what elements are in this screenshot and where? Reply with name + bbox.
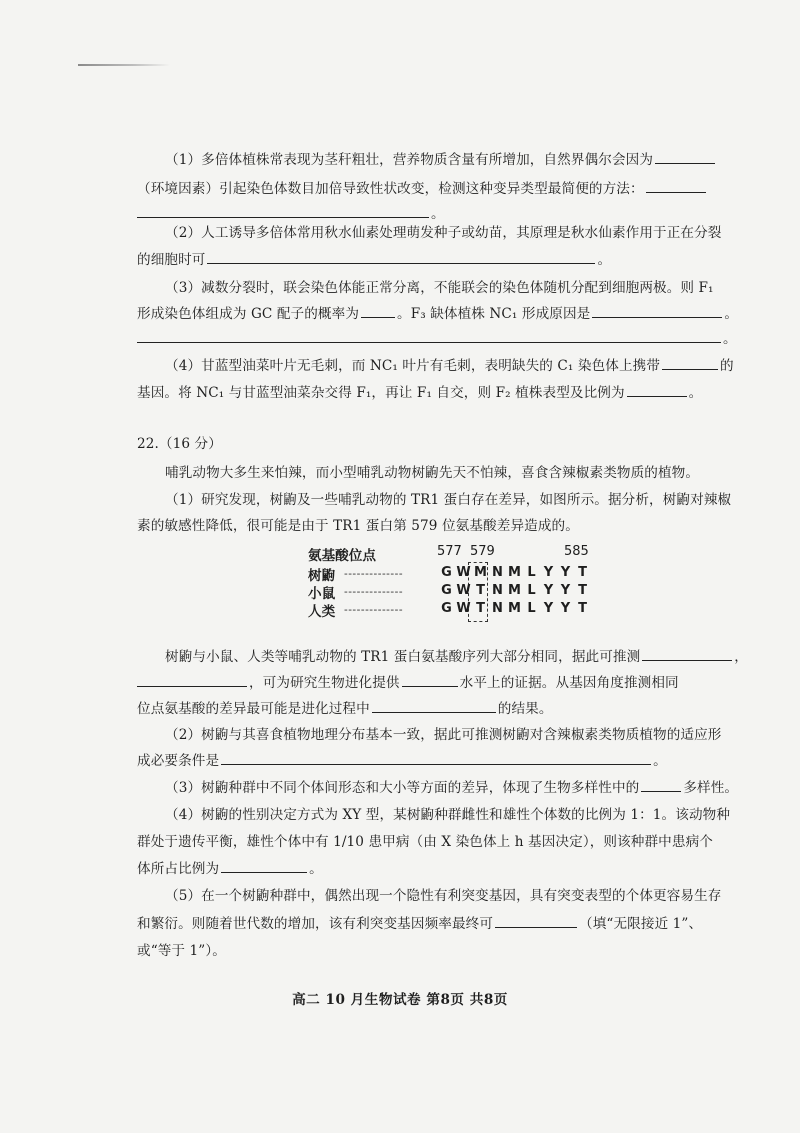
q22-p5-line3: 或“等于 1”）。 xyxy=(137,943,226,959)
residue: Y xyxy=(543,583,554,598)
q22-p1-line2: 素的敏感性降低，很可能是由于 TR1 蛋白第 579 位氨基酸差异造成的。 xyxy=(137,518,579,534)
q21-p2-line1: （2）人工诱导多倍体常用秋水仙素处理萌发种子或幼苗，其原理是秋水仙素作用于正在分裂 xyxy=(165,225,722,241)
q22-p5-line2: 和繁衍。则随着世代数的增加，该有利突变基因频率最终可 （填“无限接近 1”、 xyxy=(137,916,703,932)
answer-blank[interactable] xyxy=(221,860,307,873)
residue: M xyxy=(508,565,521,580)
amino-acid-alignment-figure xyxy=(308,544,608,624)
leader-dots: -------------- xyxy=(344,567,404,580)
q22-p2-line2: 成必要条件是 。 xyxy=(137,753,667,769)
residue: T xyxy=(476,583,485,598)
position-579: 579 xyxy=(470,544,495,559)
residue: T xyxy=(476,601,485,616)
q22-p1-line3: 树鼩与小鼠、人类等哺乳动物的 TR1 蛋白氨基酸序列大部分相同，据此可推测 ， xyxy=(165,649,748,665)
answer-blank[interactable] xyxy=(642,648,732,661)
residue: Y xyxy=(560,601,571,616)
answer-blank[interactable] xyxy=(361,305,395,318)
sequence-row xyxy=(438,583,591,598)
page-footer: 高二 10 月生物试卷 第8页 共8页 xyxy=(292,992,508,1008)
residue: N xyxy=(492,601,503,616)
species-label: 人类 xyxy=(308,604,336,620)
answer-blank[interactable] xyxy=(207,251,595,264)
residue: W xyxy=(456,601,471,616)
q22-p4-line1: （4）树鼩的性别决定方式为 XY 型，某树鼩种群雌性和雄性个体数的比例为 1：1。该动物种 xyxy=(165,807,731,823)
q22-p1-line1: （1）研究发现，树鼩及一些哺乳动物的 TR1 蛋白存在差异，如图所示。据分析，树鼩对辣椒 xyxy=(165,492,732,508)
leader-dots: -------------- xyxy=(344,585,404,598)
residue: Y xyxy=(543,601,554,616)
answer-blank[interactable] xyxy=(655,151,715,164)
residue: G xyxy=(441,565,452,580)
residue: W xyxy=(456,583,471,598)
q21-p1-line1: （1）多倍体植株常表现为茎秆粗壮，营养物质含量有所增加，自然界偶尔会因为 xyxy=(165,148,740,168)
q21-p4-line2: 基因。将 NC₁ 与甘蓝型油菜杂交得 F₁，再让 F₁ 自交，则 F₂ 植株表型及比例为 。 xyxy=(137,385,703,401)
residue: Y xyxy=(560,565,571,580)
residue: T xyxy=(578,565,587,580)
q21-p3-line2: 形成染色体组成为 GC 配子的概率为 。F₃ 缺体植株 NC₁ 形成原因是 。 xyxy=(137,306,739,322)
answer-blank[interactable] xyxy=(662,357,718,370)
scan-mark xyxy=(78,64,170,66)
residue: W xyxy=(456,565,471,580)
residue: M xyxy=(474,565,487,580)
q21-p1-line3: 。 xyxy=(137,202,740,222)
q22-p3-line1: （3）树鼩种群中不同个体间形态和大小等方面的差异，体现了生物多样性中的 多样性。 xyxy=(165,780,739,796)
residue: G xyxy=(441,601,452,616)
residue: M xyxy=(508,583,521,598)
answer-blank[interactable] xyxy=(592,305,722,318)
residue: T xyxy=(578,583,587,598)
q21-p2-line2: 的细胞时可 。 xyxy=(137,252,612,268)
answer-blank[interactable] xyxy=(137,330,721,343)
answer-blank[interactable] xyxy=(627,384,687,397)
residue: L xyxy=(527,601,536,616)
answer-blank[interactable] xyxy=(646,180,706,193)
answer-blank[interactable] xyxy=(372,700,496,713)
answer-blank[interactable] xyxy=(137,205,429,218)
residue: Y xyxy=(560,583,571,598)
answer-blank[interactable] xyxy=(221,752,651,765)
q22-p4-line3: 体所占比例为 。 xyxy=(137,861,323,877)
q21-p3-line1: （3）减数分裂时，联会染色体能正常分离，不能联会的染色体随机分配到细胞两极。则 F₁ xyxy=(165,280,714,296)
answer-blank[interactable] xyxy=(402,674,458,687)
sequence-row xyxy=(438,601,591,616)
answer-blank[interactable] xyxy=(495,915,577,928)
residue: N xyxy=(492,583,503,598)
answer-blank[interactable] xyxy=(137,674,247,687)
q22-p5-line1: （5）在一个树鼩种群中，偶然出现一个隐性有利突变基因，具有突变表型的个体更容易生存 xyxy=(165,888,722,904)
residue: L xyxy=(527,583,536,598)
q22-p1-line4: ，可为研究生物进化提供 水平上的证据。从基因角度推测相同 xyxy=(137,671,740,691)
residue: N xyxy=(492,565,503,580)
q22-p2-line1: （2）树鼩与其喜食植物地理分布基本一致，据此可推测树鼩对含辣椒素类物质植物的适应形 xyxy=(165,727,722,743)
residue: L xyxy=(527,565,536,580)
residue: T xyxy=(578,601,587,616)
q22-intro: 哺乳动物大多生来怕辣，而小型哺乳动物树鼩先天不怕辣，喜食含辣椒素类物质的植物。 xyxy=(165,465,700,481)
answer-blank[interactable] xyxy=(641,779,681,792)
q21-p3-line3: 。 xyxy=(137,327,740,347)
species-label: 小鼠 xyxy=(308,586,336,602)
species-label: 树鼩 xyxy=(308,568,336,584)
figure-header-label: 氨基酸位点 xyxy=(308,548,376,564)
q21-p4-line1: （4）甘蓝型油菜叶片无毛刺，而 NC₁ 叶片有毛刺，表明缺失的 C₁ 染色体上携带 的 xyxy=(165,358,734,374)
residue: G xyxy=(441,583,452,598)
position-577: 577 xyxy=(437,544,462,559)
residue: M xyxy=(508,601,521,616)
q22-p4-line2: 群处于遗传平衡，雄性个体中有 1/10 患甲病（由 X 染色体上 h 基因决定），则该种群中患病个 xyxy=(137,834,713,850)
q21-p1-line2: （环境因素）引起染色体数目加倍导致性状改变，检测这种变异类型最简便的方法： xyxy=(137,177,740,197)
leader-dots: -------------- xyxy=(344,603,404,616)
position-585: 585 xyxy=(564,544,589,559)
q22-p1-line5: 位点氨基酸的差异最可能是进化过程中 的结果。 xyxy=(137,701,553,717)
q22-heading: 22.（16 分） xyxy=(137,436,222,452)
residue: Y xyxy=(543,565,554,580)
sequence-row xyxy=(438,565,591,580)
